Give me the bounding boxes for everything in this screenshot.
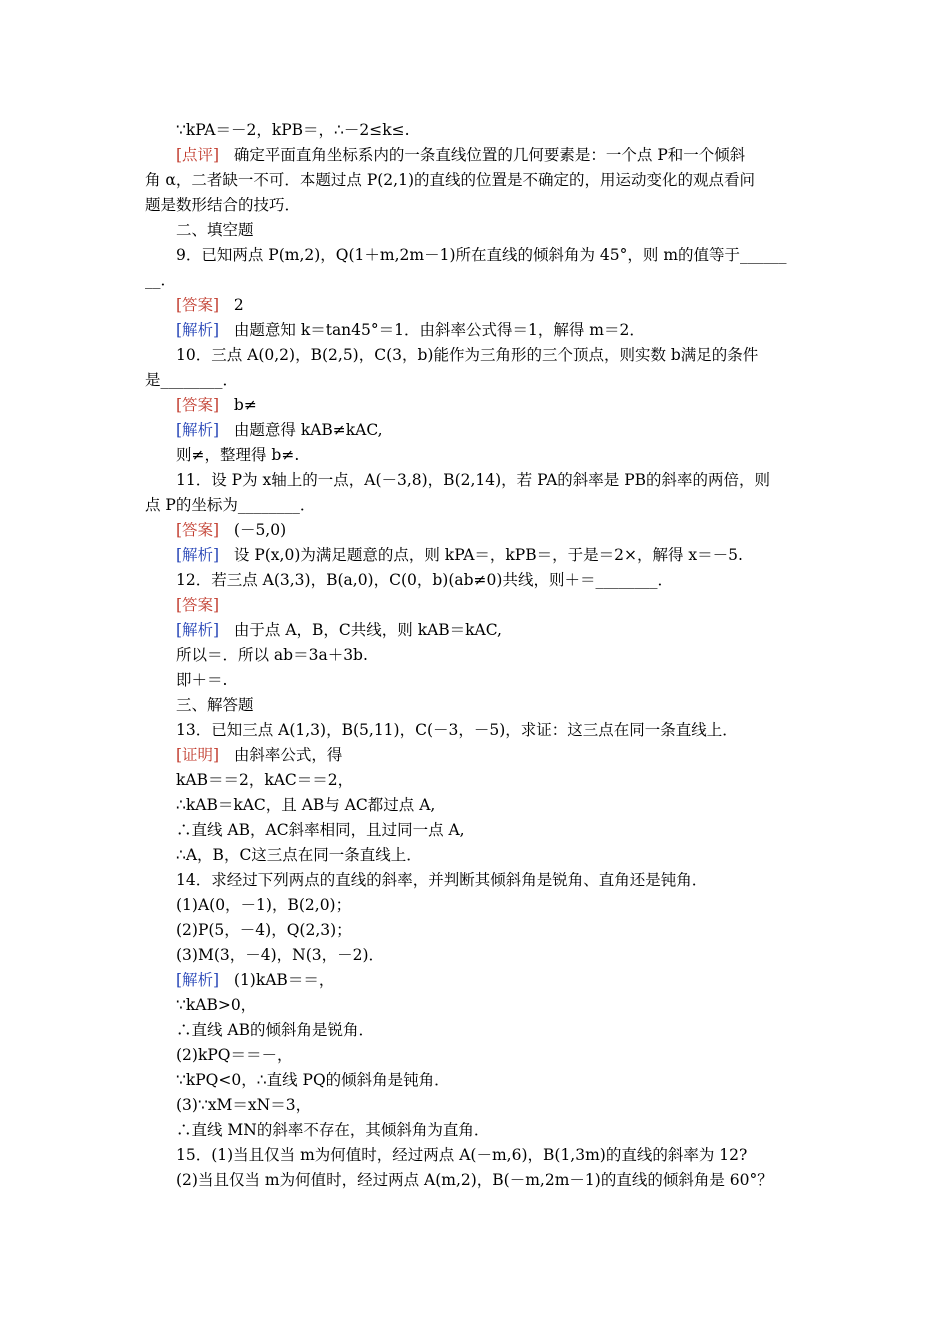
answer-tag: [答案] <box>176 396 220 414</box>
text-line: 题是数形结合的技巧． <box>145 196 301 214</box>
question-15: 15．(1)当且仅当 m为何值时，经过两点 A(－m,6)，B(1,3m)的直线的斜率为 12? <box>176 1146 748 1164</box>
question-10: 10．三点 A(0,2)，B(2,5)，C(3，b)能作为三角形的三个顶点，则实数 b满足的条件 <box>176 346 759 364</box>
proof-text: 由斜率公式，得 <box>233 746 343 764</box>
text-line: 是________． <box>145 371 239 389</box>
question-12: 12．若三点 A(3,3)，B(a,0)，C(0，b)(ab≠0)共线，则＋＝________． <box>176 571 673 589</box>
analysis-tag: [解析] <box>176 621 220 639</box>
answer-line <box>176 393 257 418</box>
text-line: kAB＝＝2，kAC＝＝2， <box>176 771 354 789</box>
analysis-text: 设 P(x,0)为满足题意的点，则 kPA＝，kPB＝，于是＝2×，解得 x＝－5. <box>233 546 743 564</box>
question-13: 13．已知三点 A(1,3)，B(5,11)，C(－3，－5)，求证：这三点在同一条直线上． <box>176 721 738 739</box>
proof-line <box>176 743 342 768</box>
text-line: (2)kPQ＝＝－， <box>176 1046 293 1064</box>
answer-line <box>176 593 219 618</box>
answer-tag: [答案] <box>176 296 220 314</box>
analysis-text: 由题意得 kAB≠kAC, <box>233 421 383 439</box>
remark-tag: [点评] <box>176 146 220 164</box>
remark-line <box>176 143 745 168</box>
answer-value: b≠ <box>233 396 257 414</box>
answer-tag: [答案] <box>176 521 220 539</box>
text-line: (3)M(3，－4)，N(3，－2)． <box>176 946 385 964</box>
text-line: ∵kAB>0， <box>176 996 257 1014</box>
text-line: ∴A，B，C这三点在同一条直线上． <box>176 846 422 864</box>
answer-tag: [答案] <box>176 596 220 614</box>
text-line: 点 P的坐标为________． <box>145 496 316 514</box>
analysis-line <box>176 968 334 993</box>
text-line: ∵kPA＝－2，kPB＝，∴－2≤k≤. <box>176 121 410 139</box>
analysis-tag: [解析] <box>176 421 220 439</box>
answer-value: (－5,0) <box>233 521 287 539</box>
text-line: (2)当且仅当 m为何值时，经过两点 A(m,2)，B(－m,2m－1)的直线的倾斜角是 60°？ <box>176 1171 773 1189</box>
text-line: ∵kPQ<0，∴直线 PQ的倾斜角是钝角． <box>176 1071 450 1089</box>
analysis-text: 由于点 A，B，C共线，则 kAB＝kAC, <box>233 621 502 639</box>
text-line: __． <box>145 271 177 289</box>
text-line: ∴直线 MN的斜率不存在，其倾斜角为直角． <box>176 1121 490 1139</box>
text-line: 则≠，整理得 b≠. <box>176 446 300 464</box>
question-14: 14．求经过下列两点的直线的斜率，并判断其倾斜角是锐角、直角还是钝角． <box>176 871 708 889</box>
analysis-tag: [解析] <box>176 546 220 564</box>
analysis-line <box>176 318 645 343</box>
analysis-tag: [解析] <box>176 971 220 989</box>
text-line: 所以＝．所以 ab＝3a＋3b. <box>176 646 368 664</box>
text-line: ∴直线 AB，AC斜率相同，且过同一点 A, <box>176 821 465 839</box>
analysis-tag: [解析] <box>176 321 220 339</box>
analysis-line <box>176 543 743 568</box>
answer-value: 2 <box>233 296 244 314</box>
section-heading: 二、填空题 <box>176 221 254 239</box>
analysis-text: (1)kAB＝＝， <box>233 971 335 989</box>
text-line: ∴直线 AB的倾斜角是锐角． <box>176 1021 375 1039</box>
analysis-text: 由题意知 k＝tan45°＝1．由斜率公式得＝1，解得 m＝2． <box>233 321 645 339</box>
text-line: (1)A(0，－1)，B(2,0)； <box>176 896 352 914</box>
text-line: 角 α，二者缺一不可．本题过点 P(2,1)的直线的位置是不确定的，用运动变化的观点看问 <box>145 171 755 189</box>
question-9: 9．已知两点 P(m,2)，Q(1＋m,2m－1)所在直线的倾斜角为 45°，则 m的值等于______ <box>176 246 787 264</box>
analysis-line <box>176 618 502 643</box>
text-line: ∴kAB＝kAC，且 AB与 AC都过点 A, <box>176 796 436 814</box>
question-11: 11．设 P为 x轴上的一点，A(－3,8)，B(2,14)，若 PA的斜率是 PB的斜率的两倍，则 <box>176 471 771 489</box>
analysis-line <box>176 418 383 443</box>
text-line: (3)∵xM＝xN＝3， <box>176 1096 312 1114</box>
text-line: (2)P(5，－4)，Q(2,3)； <box>176 921 352 939</box>
answer-line <box>176 518 286 543</box>
proof-tag: [证明] <box>176 746 220 764</box>
section-heading: 三、解答题 <box>176 696 254 714</box>
answer-line <box>176 293 244 318</box>
text-line: 即＋＝. <box>176 671 228 689</box>
text-span: 确定平面直角坐标系内的一条直线位置的几何要素是：一个点 P和一个倾斜 <box>233 146 746 164</box>
